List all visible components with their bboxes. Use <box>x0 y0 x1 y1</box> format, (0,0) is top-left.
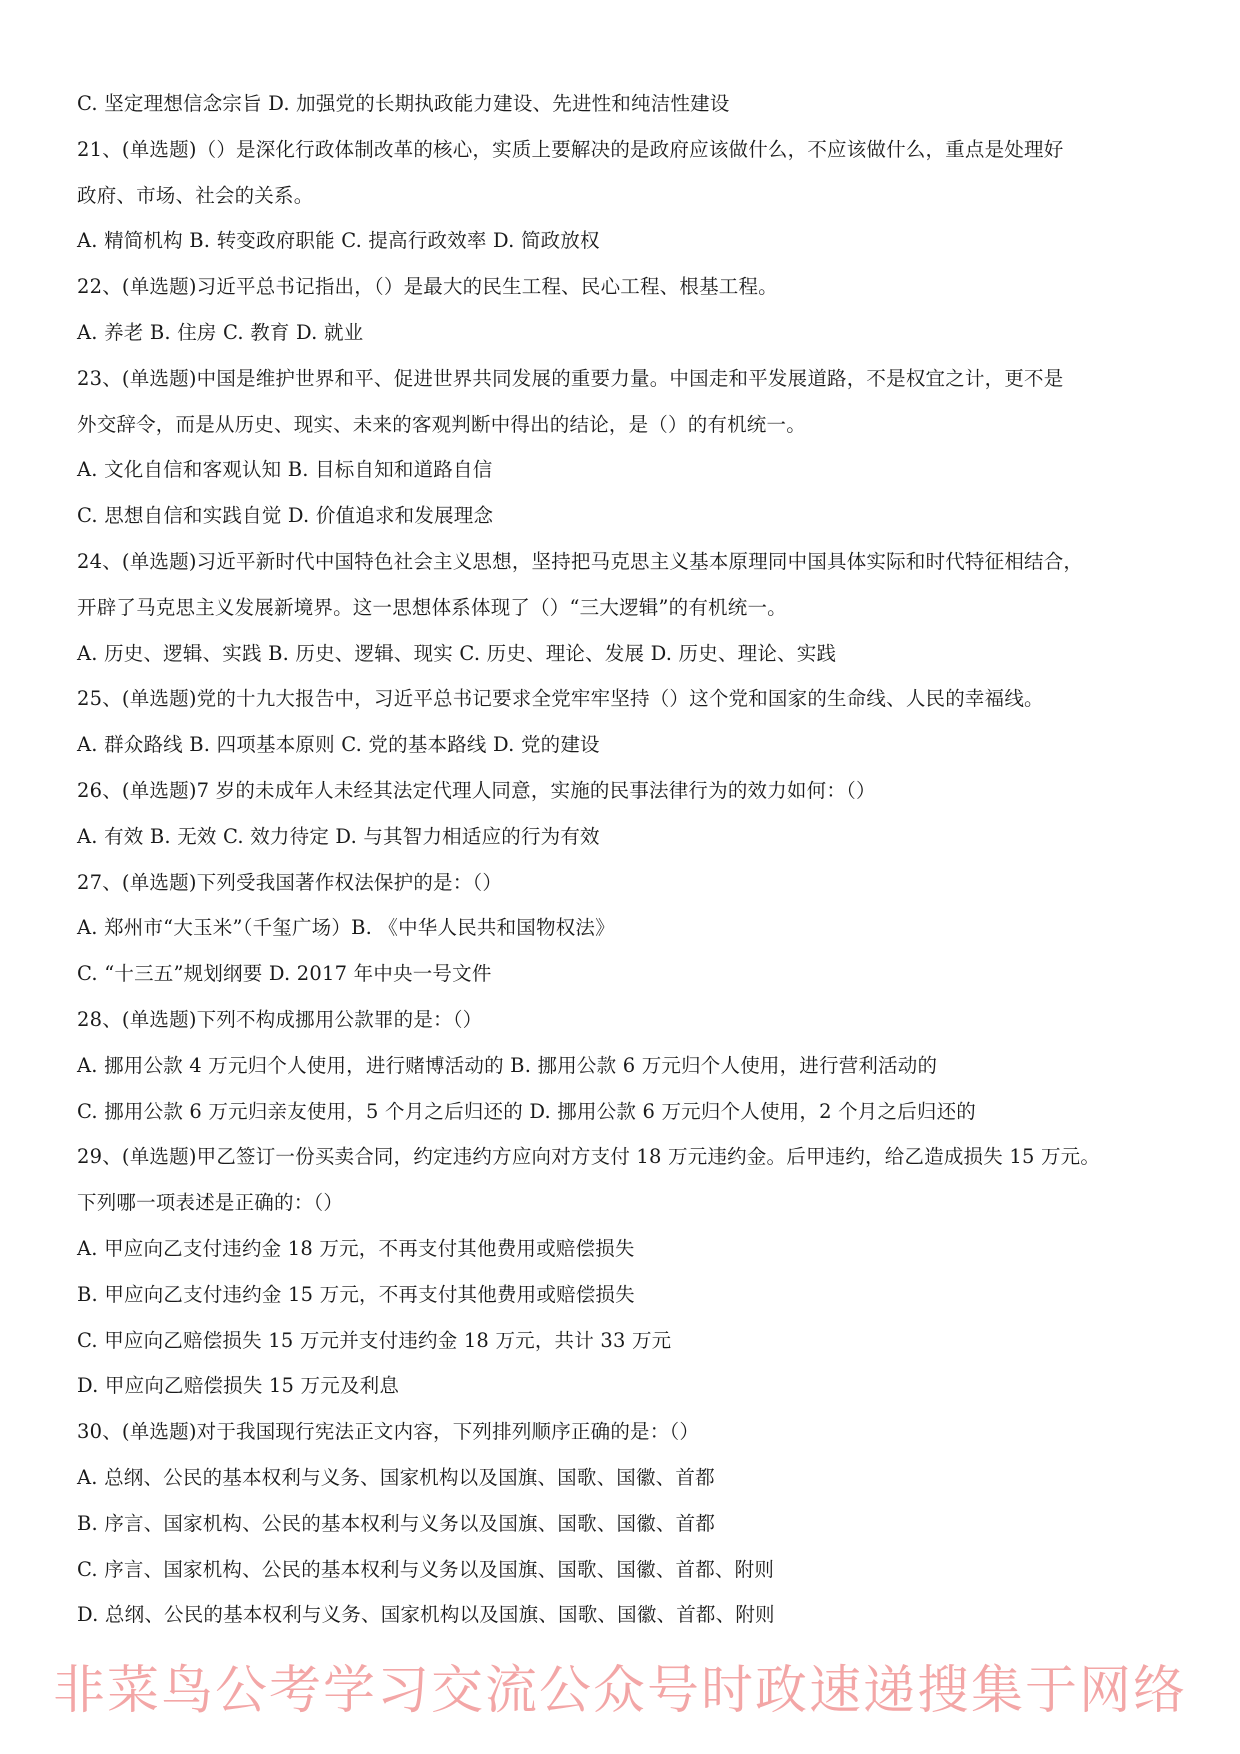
text-line: 27、(单选题)下列受我国著作权法保护的是：（） <box>77 870 503 894</box>
text-line: A. 群众路线 B. 四项基本原则 C. 党的基本路线 D. 党的建设 <box>77 733 600 757</box>
text-line: A. 甲应向乙支付违约金 18 万元，不再支付其他费用或赔偿损失 <box>77 1236 635 1260</box>
text-line: 政府、市场、社会的关系。 <box>77 183 314 207</box>
text-line: A. 文化自信和客观认知 B. 目标自知和道路自信 <box>77 458 493 482</box>
text-line: 22、(单选题)习近平总书记指出，（）是最大的民生工程、民心工程、根基工程。 <box>77 275 778 299</box>
text-line: A. 精简机构 B. 转变政府职能 C. 提高行政效率 D. 简政放权 <box>77 229 600 253</box>
text-line: B. 甲应向乙支付违约金 15 万元，不再支付其他费用或赔偿损失 <box>77 1282 635 1306</box>
text-line: C. 甲应向乙赔偿损失 15 万元并支付违约金 18 万元，共计 33 万元 <box>77 1328 672 1352</box>
text-line: D. 甲应向乙赔偿损失 15 万元及利息 <box>77 1374 400 1398</box>
text-line: C. 思想自信和实践自觉 D. 价值追求和发展理念 <box>77 504 494 528</box>
text-line: C. 坚定理想信念宗旨 D. 加强党的长期执政能力建设、先进性和纯洁性建设 <box>77 92 730 115</box>
text-line: 23、(单选题)中国是维护世界和平、促进世界共同发展的重要力量。中国走和平发展道路，不是权宜之计，更不是 <box>77 366 1064 390</box>
text-line: 21、(单选题)（）是深化行政体制改革的核心，实质上要解决的是政府应该做什么，不应该做什么，重点是处理好 <box>77 137 1064 161</box>
text-line: 24、(单选题)习近平新时代中国特色社会主义思想，坚持把马克思主义基本原理同中国具体实际和时代特征相结合， <box>77 549 1084 573</box>
text-line: A. 挪用公款 4 万元归个人使用，进行赌博活动的 B. 挪用公款 6 万元归个人使用，进行营利活动的 <box>77 1053 938 1077</box>
text-line: 外交辞令，而是从历史、现实、未来的客观判断中得出的结论，是（）的有机统一。 <box>77 412 806 436</box>
text-line: 28、(单选题)下列不构成挪用公款罪的是：（） <box>77 1007 483 1031</box>
text-line: 25、(单选题)党的十九大报告中，习近平总书记要求全党牢牢坚持（）这个党和国家的生命线、人民的幸福线。 <box>77 687 1044 711</box>
text-line: A. 养老 B. 住房 C. 教育 D. 就业 <box>77 320 364 344</box>
text-line: A. 郑州市“大玉米”（千玺广场）B. 《中华人民共和国物权法》 <box>77 916 615 940</box>
text-line: 开辟了马克思主义发展新境界。这一思想体系体现了（）“三大逻辑”的有机统一。 <box>77 595 787 619</box>
text-line: A. 总纲、公民的基本权利与义务、国家机构以及国旗、国歌、国徽、首都 <box>77 1465 715 1489</box>
text-line: 26、(单选题)7 岁的未成年人未经其法定代理人同意，实施的民事法律行为的效力如何：（） <box>77 778 876 802</box>
text-line: B. 序言、国家机构、公民的基本权利与义务以及国旗、国歌、国徽、首都 <box>77 1511 716 1535</box>
text-line: C. 序言、国家机构、公民的基本权利与义务以及国旗、国歌、国徽、首都、附则 <box>77 1557 775 1581</box>
text-line: 30、(单选题)对于我国现行宪法正文内容，下列排列顺序正确的是：（） <box>77 1420 700 1444</box>
text-line: A. 有效 B. 无效 C. 效力待定 D. 与其智力相适应的行为有效 <box>77 824 600 848</box>
text-line: A. 历史、逻辑、实践 B. 历史、逻辑、现实 C. 历史、理论、发展 D. 历史、理论、实践 <box>77 641 837 665</box>
text-line: 下列哪一项表述是正确的：（） <box>77 1191 344 1215</box>
text-line: 29、(单选题)甲乙签订一份买卖合同，约定违约方应向对方支付 18 万元违约金。后甲违约，给乙造成损失 15 万元。 <box>77 1145 1101 1169</box>
watermark: 非菜鸟公考学习交流公众号时政速递搜集于网络 <box>52 1661 1187 1721</box>
text-line: C. 挪用公款 6 万元归亲友使用，5 个月之后归还的 D. 挪用公款 6 万元归个人使用，2 个月之后归还的 <box>77 1099 976 1123</box>
text-line: C. “十三五”规划纲要 D. 2017 年中央一号文件 <box>77 962 492 986</box>
document-body <box>77 81 1187 1638</box>
text-line: D. 总纲、公民的基本权利与义务、国家机构以及国旗、国歌、国徽、首都、附则 <box>77 1603 775 1627</box>
